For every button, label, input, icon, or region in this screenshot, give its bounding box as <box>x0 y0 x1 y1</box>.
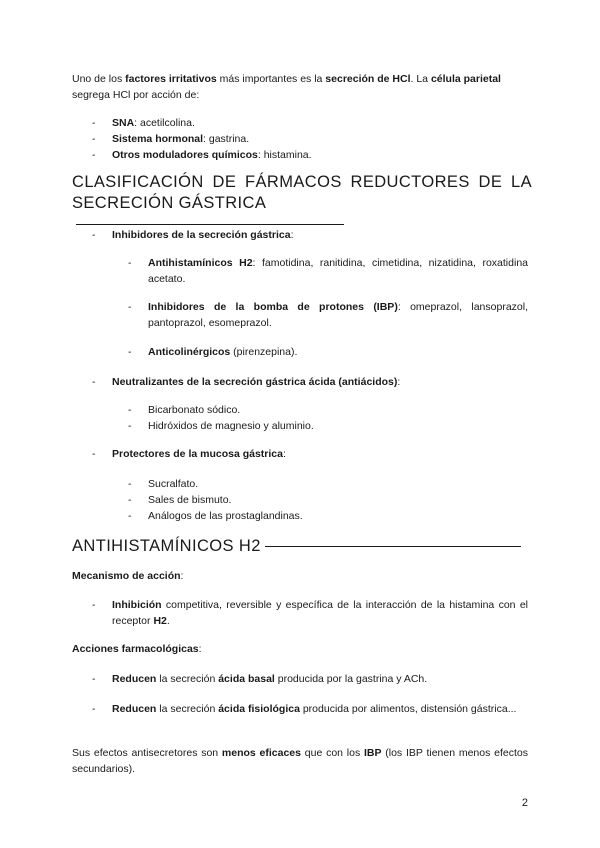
item-text: producida por la gastrina y ACh. <box>274 673 428 685</box>
group-title: Inhibidores de la secreción gástrica <box>112 229 291 241</box>
intro-bold: factores irritativos <box>125 73 217 85</box>
list-item <box>92 701 528 717</box>
item-text: : famotidina, ranitidina, cimetidina, nizatidina, roxatidina acetato. <box>148 257 528 285</box>
dash-marker: - <box>128 478 132 490</box>
list-item <box>128 255 528 287</box>
group-colon: : <box>290 229 294 241</box>
dash-marker: - <box>128 301 132 313</box>
list-item <box>92 227 528 243</box>
intro-text: . La <box>410 73 431 85</box>
page-number: 2 <box>521 797 528 809</box>
heading-rule <box>265 546 521 548</box>
subheading-text: Mecanismo de acción <box>72 570 181 582</box>
section-heading-antihistamines <box>72 536 532 557</box>
list-item <box>92 374 528 390</box>
dash-marker: - <box>92 599 96 611</box>
inhibitor-item-2 <box>128 299 528 331</box>
intro-paragraph <box>72 71 528 103</box>
list-item <box>128 344 528 360</box>
inhibitor-item-1 <box>128 255 528 287</box>
mechanism-title <box>72 568 183 584</box>
dash-marker: - <box>92 133 96 145</box>
group-colon: : <box>397 376 401 388</box>
actions-item-2 <box>92 701 528 717</box>
item-bold: Anticolinérgicos <box>148 346 231 358</box>
subheading-text: Acciones farmacológicas <box>72 643 199 655</box>
item-bold: Reducen <box>112 703 157 715</box>
item-bold: Sistema hormonal <box>112 133 204 145</box>
item-text: Hidróxidos de magnesio y aluminio. <box>148 420 314 432</box>
closing-text: Sus efectos antisecretores son <box>72 747 222 759</box>
heading-line: SECRECIÓN GÁSTRICA <box>72 194 267 212</box>
group-title: Neutralizantes de la secreción gástrica ácida (antiácidos) <box>112 376 398 388</box>
item-text: : gastrina. <box>203 133 250 145</box>
item-bold: ácida basal <box>218 673 275 685</box>
actions-item-1 <box>92 671 528 687</box>
section-heading-classification <box>72 172 532 235</box>
item-text: : omeprazol, lansoprazol, pantoprazol, esomeprazol. <box>148 301 528 329</box>
group-colon: : <box>283 448 286 460</box>
group-inhibitors <box>92 227 528 243</box>
item-bold: ácida fisiológica <box>218 703 300 715</box>
heading-line: CLASIFICACIÓN DE FÁRMACOS REDUCTORES DE LA <box>72 173 532 191</box>
item-text: la secreción <box>156 703 219 715</box>
dash-marker: - <box>128 346 132 358</box>
item-text: Sales de bismuto. <box>148 494 232 506</box>
heading-rule <box>76 224 344 226</box>
closing-paragraph <box>72 745 528 777</box>
item-text: : histamina. <box>257 149 312 161</box>
item-text: (pirenzepina). <box>230 346 298 358</box>
dash-marker: - <box>128 420 132 432</box>
antacid-items <box>128 402 528 434</box>
list-item <box>92 597 528 629</box>
item-bold: H2 <box>153 615 167 627</box>
list-item <box>128 492 528 508</box>
item-text: Análogos de las prostaglandinas. <box>148 510 303 522</box>
item-text: . <box>166 615 170 627</box>
list-item <box>128 299 528 331</box>
dash-marker: - <box>92 117 96 129</box>
group-antacids <box>92 374 528 390</box>
list-item <box>128 402 528 418</box>
intro-text: Uno de los <box>72 73 126 85</box>
regulators-list <box>92 115 528 163</box>
dash-marker: - <box>92 703 96 715</box>
closing-bold: menos eficaces <box>221 747 301 759</box>
closing-bold: IBP <box>363 747 382 759</box>
intro-text: más importantes es la <box>216 73 326 85</box>
item-text: Bicarbonato sódico. <box>148 404 241 416</box>
item-text: producida por alimentos, distensión gástrica... <box>299 703 517 715</box>
dash-marker: - <box>92 376 96 388</box>
intro-bold: célula parietal <box>430 73 501 85</box>
closing-text: (los IBP tienen menos efectos secundarios). <box>72 747 528 775</box>
item-bold: Reducen <box>112 673 157 685</box>
subheading-colon: : <box>180 570 184 582</box>
list-item <box>92 671 528 687</box>
inhibitor-item-3 <box>128 344 528 360</box>
dash-marker: - <box>128 494 132 506</box>
actions-title <box>72 641 202 657</box>
mechanism-list <box>92 597 528 629</box>
dash-marker: - <box>128 510 132 522</box>
dash-marker: - <box>92 149 96 161</box>
item-bold: Inhibición <box>112 599 162 611</box>
item-bold: Antihistamínicos H2 <box>148 257 253 269</box>
dash-marker: - <box>92 229 96 241</box>
item-bold: Otros moduladores químicos <box>112 149 258 161</box>
group-protectors <box>92 446 528 462</box>
dash-marker: - <box>128 404 132 416</box>
item-text: : acetilcolina. <box>134 117 195 129</box>
subheading-colon: : <box>198 643 202 655</box>
intro-bold: secreción de HCl <box>325 73 411 85</box>
dash-marker: - <box>92 448 96 460</box>
intro-text: segrega HCl por acción de: <box>72 89 200 101</box>
item-text: competitiva, reversible y específica de la interacción de la histamina con el receptor <box>112 599 528 627</box>
group-title: Protectores de la mucosa gástrica <box>112 448 283 460</box>
item-text: Sucralfato. <box>148 478 199 490</box>
item-text: la secreción <box>156 673 219 685</box>
list-item <box>128 508 528 524</box>
list-item <box>92 446 528 462</box>
protector-items <box>128 476 528 524</box>
list-item <box>92 147 528 163</box>
item-bold: Inhibidores de la bomba de protones (IBP) <box>148 301 398 313</box>
heading-line: ANTIHISTAMÍNICOS H2 <box>72 537 261 555</box>
list-item <box>128 476 528 492</box>
item-bold: SNA <box>112 117 135 129</box>
closing-text: que con los <box>301 747 364 759</box>
list-item <box>128 418 528 434</box>
list-item <box>92 131 528 147</box>
list-item <box>92 115 528 131</box>
dash-marker: - <box>128 257 132 269</box>
dash-marker: - <box>92 673 96 685</box>
